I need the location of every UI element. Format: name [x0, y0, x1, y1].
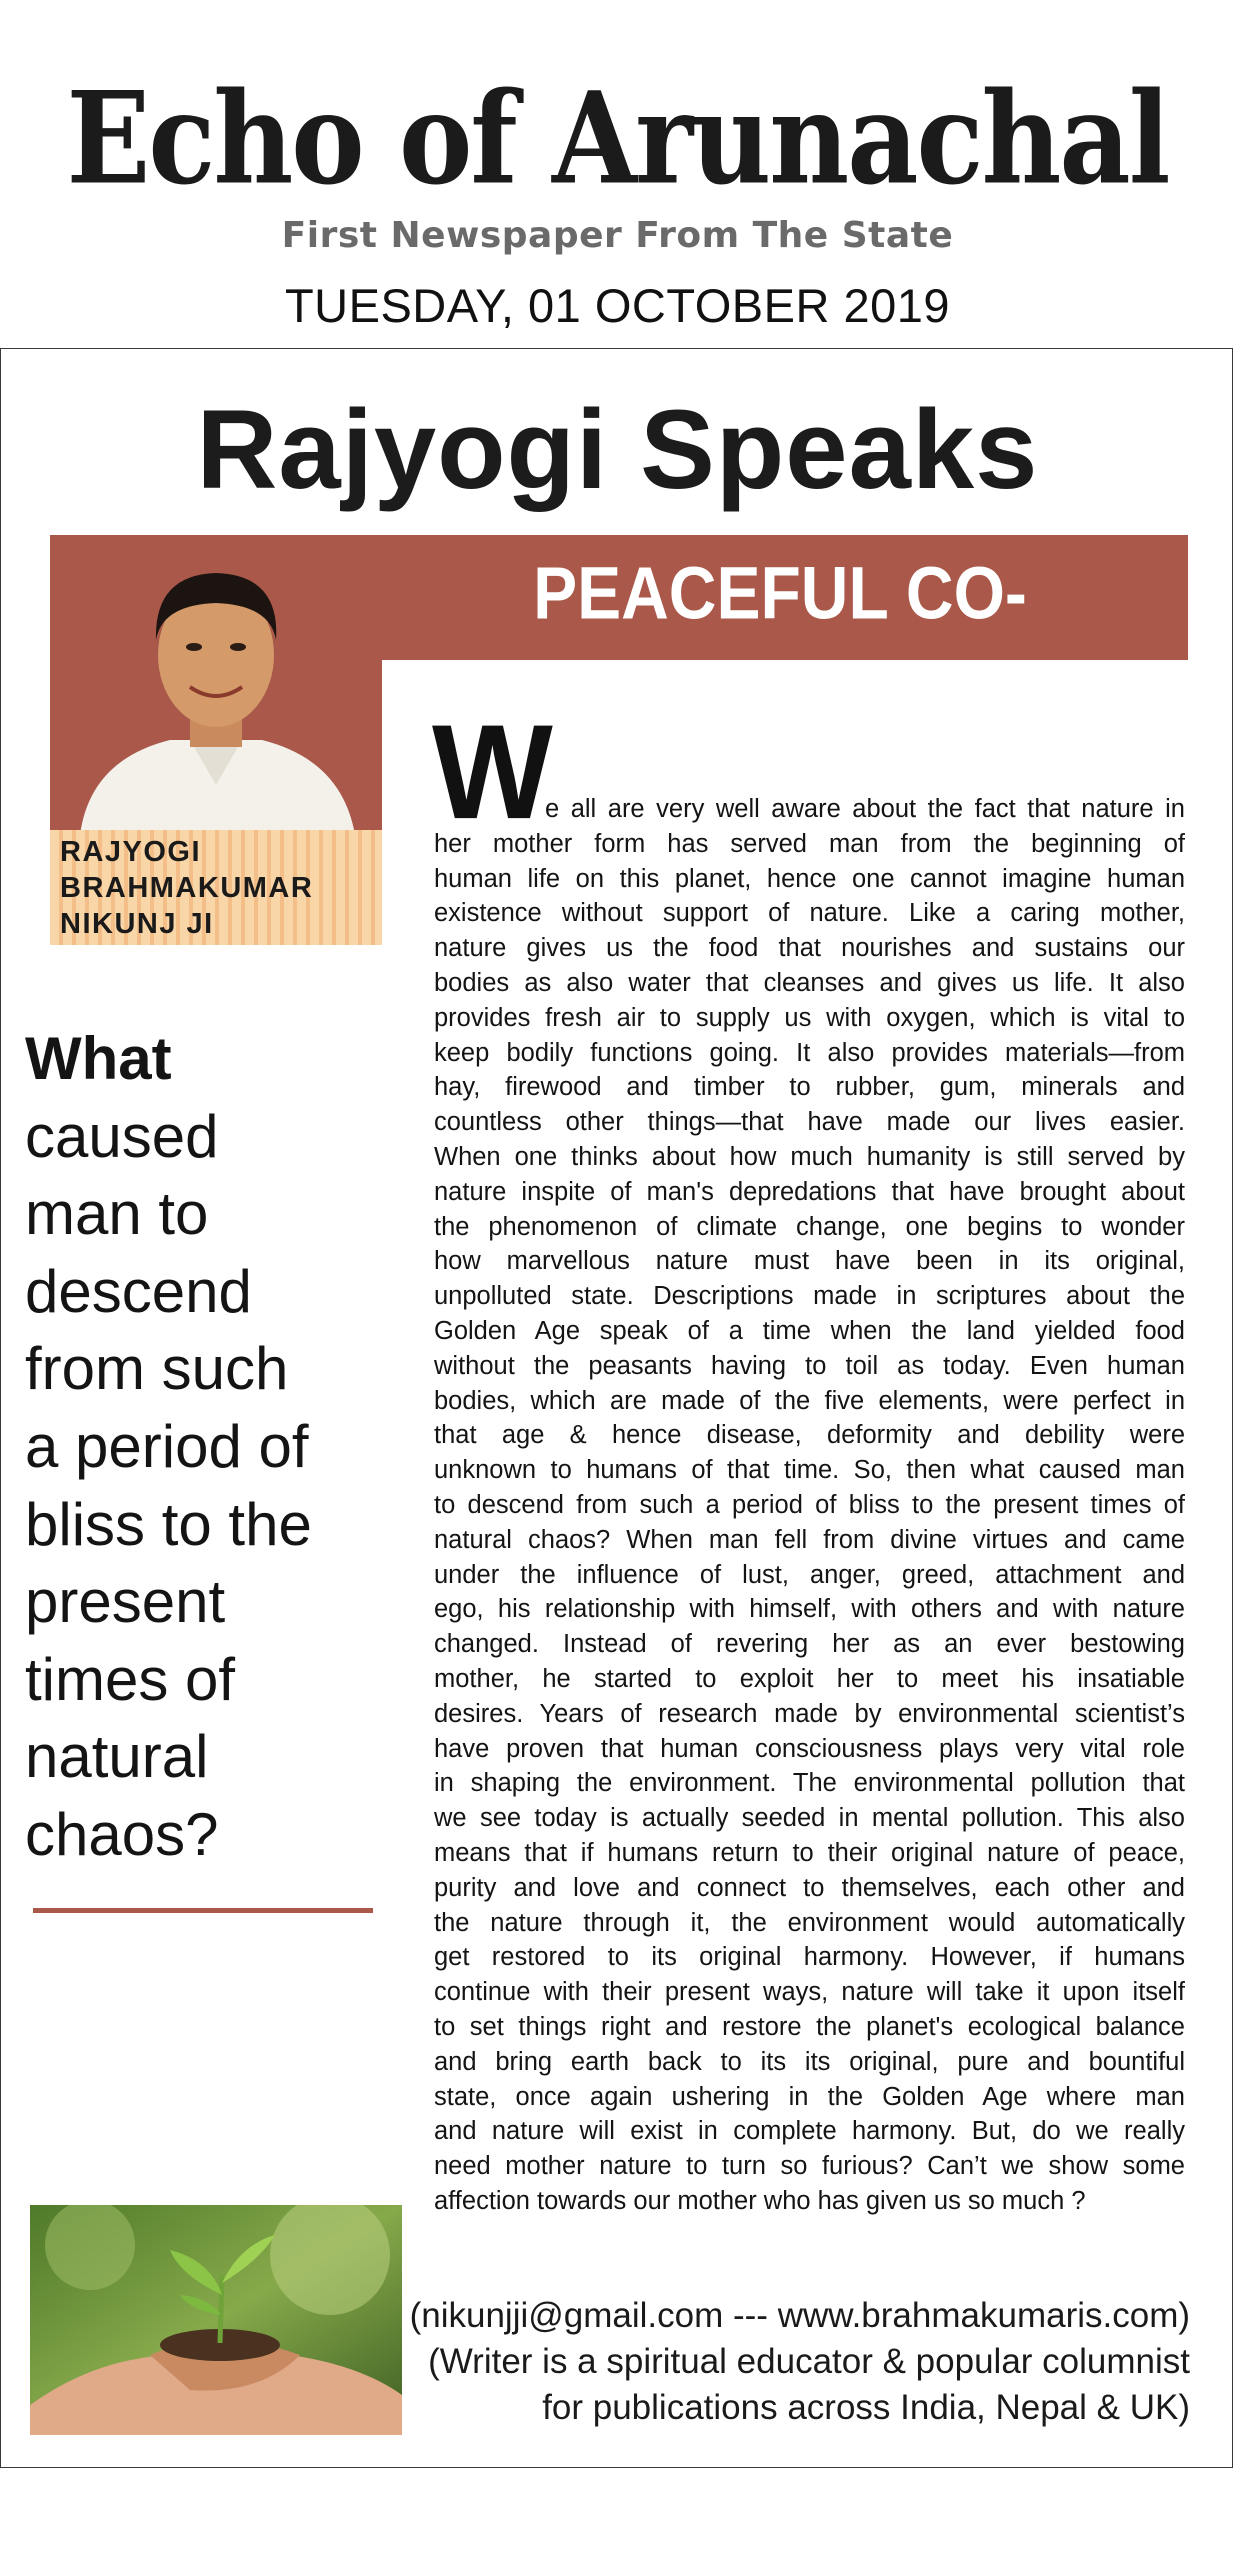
article-line: her mother form has served man from the beginning of [434, 829, 1185, 858]
article-line: changed. Instead of revering her as an ever bestowing [434, 1630, 1185, 1659]
author-caption-line: NIKUNJ JI [60, 908, 214, 940]
article-line: under the influence of lust, anger, greed, attachment and [434, 1560, 1185, 1589]
article-line: existence without support of nature. Like a caring mother, [434, 899, 1185, 928]
article-line: keep bodily functions going. It also provides materials—from [434, 1038, 1185, 1067]
article-line: nature gives us the food that nourishes and sustains our [434, 934, 1185, 963]
article-line: to descend from such a period of bliss to the present times of [434, 1491, 1185, 1519]
pull-quote-line: caused [25, 1102, 219, 1170]
article-line: mother, he started to exploit her to meet his insatiable [434, 1665, 1185, 1693]
article-line: have proven that human consciousness plays very vital role [434, 1734, 1185, 1763]
article-line: without the peasants having to toil as today. Even human [434, 1351, 1185, 1380]
author-bio: (Writer is a spiritual educator & popular columnist [428, 2342, 1190, 2381]
article-line: the nature through it, the environment would automatically [434, 1908, 1185, 1937]
pull-quote-line: bliss to the [25, 1490, 312, 1558]
article-line: need mother nature to turn so furious? Can’t we show some [434, 2152, 1185, 2181]
article-line: affection towards our mother who has given us so much ? [434, 2187, 1086, 2215]
article-line: When one thinks about how much humanity is still served by [434, 1143, 1185, 1171]
author-caption-line: BRAHMAKUMAR [60, 872, 314, 904]
article-line: Golden Age speak of a time when the land yielded food [434, 1317, 1185, 1345]
author-photo [50, 535, 382, 945]
pull-quote-line: a period of [25, 1412, 309, 1480]
pull-quote-line: descend [25, 1257, 252, 1325]
newspaper-masthead: Echo of Arunachal [66, 64, 1169, 213]
author-caption [50, 830, 382, 945]
article-line: the phenomenon of climate change, one begins to wonder [434, 1212, 1185, 1241]
article-line: hay, firewood and timber to rubber, gum, minerals and [434, 1073, 1185, 1102]
article-line: unpolluted state. Descriptions made in scriptures about the [434, 1282, 1185, 1311]
article-line: unknown to humans of that time. So, then what caused man [434, 1456, 1185, 1485]
pull-quote-line: natural [25, 1723, 209, 1791]
author-contact: (nikunjji@gmail.com --- www.brahmakumaris.com) [409, 2296, 1190, 2335]
article-line: to set things right and restore the planet's ecological balance [434, 2013, 1185, 2041]
article-line: that age & hence disease, deformity and debility were [434, 1421, 1185, 1450]
article-line: desires. Years of research made by environmental scientist’s [434, 1699, 1185, 1728]
article-line: we see today is actually seeded in mental pollution. This also [434, 1804, 1185, 1833]
pull-quote-line: from such [25, 1335, 289, 1403]
pull-quote-line: present [25, 1568, 226, 1636]
article-line: bodies as also water that cleanses and gives us life. It also [434, 969, 1185, 997]
article-line: natural chaos? When man fell from divine virtues and came [434, 1525, 1185, 1554]
publication-date: TUESDAY, 01 OCTOBER 2019 [284, 279, 951, 332]
article-line: ego, his relationship with himself, with others and with nature [434, 1595, 1185, 1624]
newspaper-tagline: First Newspaper From The State [281, 215, 954, 256]
article-line: human life on this planet, hence one cannot imagine human [434, 864, 1185, 893]
pull-quote-line: man to [25, 1180, 209, 1248]
article-line: countless other things—that have made our lives easier. [434, 1108, 1185, 1137]
drop-cap: W [432, 697, 553, 848]
article-line: e all are very well aware about the fact that nature in [545, 795, 1185, 823]
divider-rule [33, 1908, 373, 1913]
article-line: means that if humans return to their original nature of peace, [434, 1839, 1185, 1867]
article-line: nature inspite of man's depredations that have brought about [434, 1177, 1185, 1206]
article-line: provides fresh air to supply us with oxygen, which is vital to [434, 1003, 1185, 1032]
author-bio: for publications across India, Nepal & UK) [542, 2388, 1190, 2427]
pull-quote-line: chaos? [25, 1800, 219, 1868]
article-topic: PEACEFUL CO-EXISTENCE [533, 551, 1027, 755]
article-line: and bring earth back to its its original, pure and bountiful [434, 2047, 1185, 2076]
article-line: and nature will exist in complete harmony. But, do we really [434, 2117, 1185, 2146]
article-line: get restored to its original harmony. However, if humans [434, 1943, 1185, 1972]
article-line: in shaping the environment. The environmental pollution that [434, 1769, 1185, 1798]
author-portrait-illustration [50, 535, 382, 835]
column-title: Rajyogi Speaks [196, 387, 1039, 512]
article-line: bodies, which are made of the five elements, were perfect in [434, 1386, 1185, 1415]
pull-quote [25, 1020, 400, 1874]
article-line: state, once again ushering in the Golden Age where man [434, 2082, 1185, 2111]
pull-quote-lead: What [25, 1025, 172, 1092]
seedling-illustration [30, 2205, 402, 2435]
article-line: purity and love and connect to themselves, each other and [434, 1873, 1185, 1902]
article-line: continue with their present ways, nature will take it upon itself [434, 1978, 1185, 2007]
author-caption-line: RAJYOGI [60, 836, 202, 868]
article-line: how marvellous nature must have been in its original, [434, 1247, 1185, 1276]
pull-quote-line: times of [25, 1645, 236, 1713]
seedling-hands-image [30, 2205, 402, 2435]
